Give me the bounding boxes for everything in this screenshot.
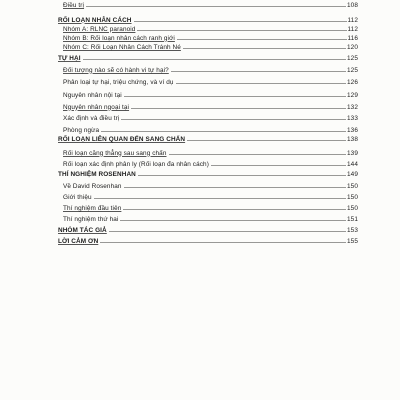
toc-entry[interactable] [63, 148, 358, 157]
toc-entry-title: Rối loạn xác định phân ly (Rối loạn đa nhân cách) [63, 160, 209, 168]
dot-leader [83, 59, 346, 60]
toc-entry-title: Nhóm A: RLNC paranoid [63, 25, 136, 33]
toc-section-entry[interactable] [58, 53, 358, 62]
toc-entry-title: Giới thiệu [63, 194, 92, 201]
dot-leader [137, 30, 346, 31]
toc-entry-title: Nguyên nhân ngoại tại [63, 103, 130, 111]
toc-entry[interactable] [63, 42, 358, 51]
dot-leader [134, 21, 347, 22]
toc-entry-title: NHÓM TÁC GIẢ [58, 227, 107, 234]
toc-page-number: 112 [347, 16, 358, 24]
toc-entry-title: THÍ NGHIỆM ROSENHAN [58, 171, 136, 178]
dot-leader [121, 119, 346, 120]
toc-entry-title: Đối tượng nào sẽ có hành vi tự hại? [63, 66, 169, 74]
toc-page-number: 112 [347, 25, 358, 33]
toc-page-number: 108 [347, 2, 358, 9]
toc-page-number: 153 [347, 227, 358, 234]
toc-entry-title: Về David Rosenhan [63, 183, 122, 190]
toc-page-number: 136 [347, 126, 358, 134]
toc-entry-title: Nguyên nhân nội tại [63, 91, 122, 99]
toc-page-number: 151 [347, 216, 358, 223]
dot-leader [86, 6, 346, 7]
toc-page-number: 120 [347, 43, 358, 51]
dot-leader [123, 209, 346, 210]
toc-entry-title: Phân loại tự hại, triệu chứng, và ví dụ [63, 79, 174, 86]
toc-page-number: 133 [347, 115, 358, 122]
toc-page-number: 116 [347, 34, 358, 42]
dot-leader [131, 108, 346, 109]
dot-leader [124, 96, 346, 97]
toc-entry[interactable] [63, 90, 358, 99]
toc-entry-title: Xác định và điều trị [63, 115, 120, 122]
dot-leader [101, 131, 346, 132]
toc-page-number: 126 [347, 79, 358, 86]
dot-leader [124, 187, 346, 188]
dot-leader [211, 165, 346, 166]
toc-page-number: 129 [347, 91, 358, 99]
toc-page-number: 155 [347, 237, 358, 245]
toc-page-number: 132 [347, 103, 358, 111]
dot-leader [138, 175, 346, 176]
toc-entry[interactable] [63, 113, 358, 122]
toc-entry[interactable] [63, 159, 358, 168]
toc-section-entry[interactable] [58, 225, 358, 234]
toc-page-number: 139 [347, 149, 358, 157]
toc-entry[interactable] [63, 102, 358, 111]
toc-entry[interactable] [63, 125, 358, 134]
toc-entry[interactable] [63, 214, 358, 223]
toc-entry-title: TỰ HẠI [58, 55, 81, 62]
toc-entry[interactable] [63, 33, 358, 42]
toc-entry-title: Thí nghiệm đầu tiên [63, 205, 122, 212]
toc-page-number: 125 [347, 55, 358, 62]
dot-leader [94, 198, 346, 199]
toc-entry-title: Thí nghiệm thứ hai [63, 216, 119, 223]
toc-page-number: 125 [347, 66, 358, 74]
toc-entry-title: LỜI CẢM ƠN [58, 237, 99, 245]
toc-entry-title: Phòng ngừa [63, 126, 100, 134]
dot-leader [169, 154, 347, 155]
toc-page-number: 149 [347, 171, 358, 178]
toc-entry[interactable] [63, 77, 358, 86]
toc-entry-title: Rối loạn căng thẳng sau sang chấn [63, 149, 167, 157]
toc-page-number: 144 [347, 160, 358, 168]
toc-section-entry[interactable] [58, 134, 358, 143]
dot-leader [100, 242, 346, 243]
toc-entry-title: Nhóm B: Rối loạn nhân cách ranh giới [63, 34, 175, 42]
toc-entry-title: RỐI LOẠN NHÂN CÁCH [58, 16, 132, 24]
dot-leader [109, 231, 346, 232]
toc-section-entry[interactable] [58, 15, 358, 24]
dot-leader [176, 83, 347, 84]
toc-section-entry[interactable] [58, 169, 358, 178]
dot-leader [177, 39, 347, 40]
toc-page-number: 150 [347, 183, 358, 190]
dot-leader [171, 71, 346, 72]
toc-page-number: 150 [347, 205, 358, 212]
toc-entry-title: RỐI LOẠN LIÊN QUAN ĐẾN SANG CHẤN [58, 136, 186, 143]
toc-entry[interactable] [63, 192, 358, 201]
toc-page-number: 138 [347, 136, 358, 143]
toc-entry-title: Điều trị [63, 2, 85, 9]
dot-leader [187, 140, 346, 141]
toc-entry[interactable] [63, 65, 358, 74]
dot-leader [120, 220, 346, 221]
toc-entry[interactable] [63, 0, 358, 9]
toc-section-entry[interactable] [58, 236, 358, 245]
toc-page-number: 150 [347, 194, 358, 201]
toc-entry-title: Nhóm C: Rối Loạn Nhân Cách Tránh Né [63, 43, 181, 51]
dot-leader [183, 48, 346, 49]
toc-entry[interactable] [63, 24, 358, 33]
toc-entry[interactable] [63, 181, 358, 190]
toc-entry[interactable] [63, 203, 358, 212]
